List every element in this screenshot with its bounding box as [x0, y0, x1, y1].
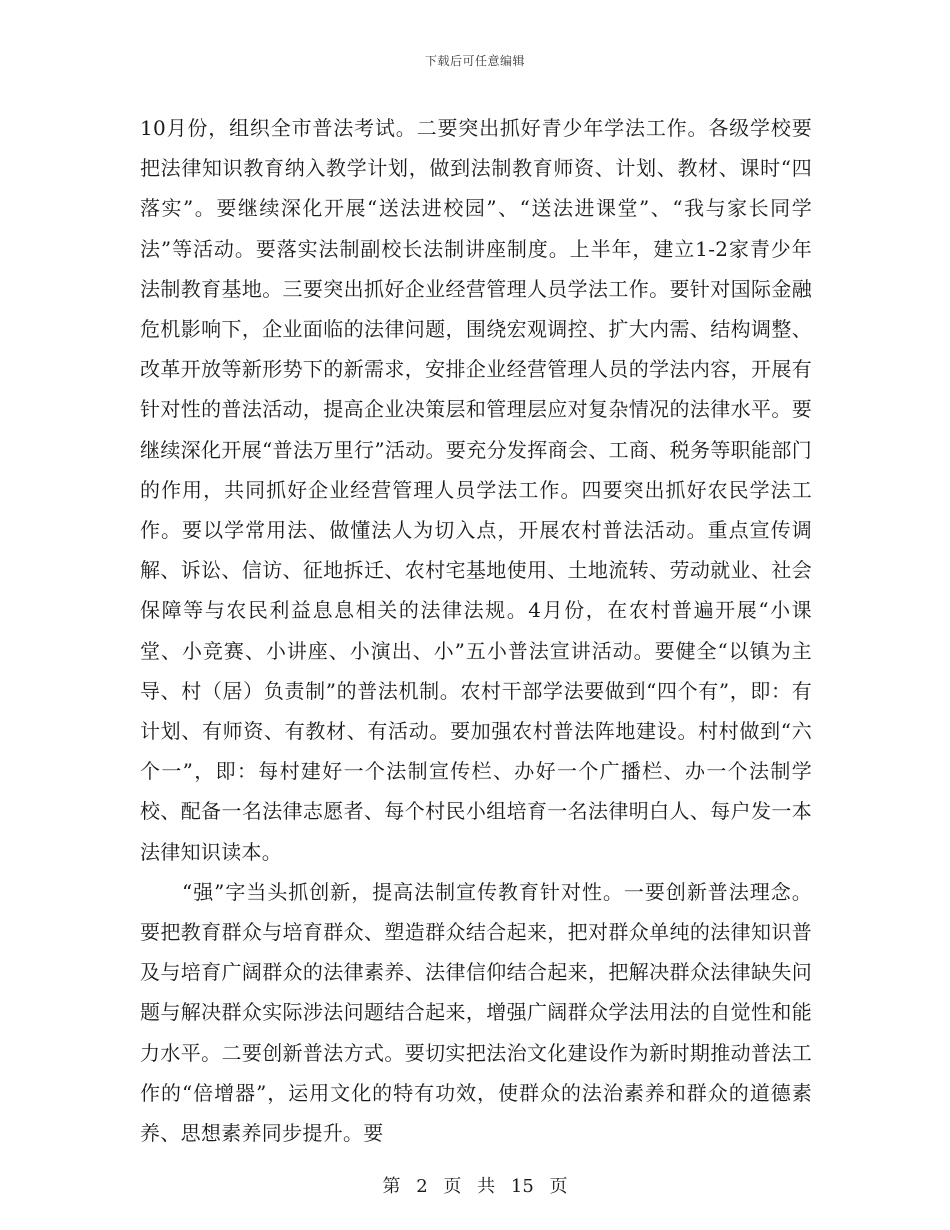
footer-page-number: 2	[416, 1176, 428, 1197]
page-footer	[0, 1172, 950, 1198]
footer-total-prefix: 共	[477, 1176, 496, 1197]
footer-page-suffix: 页	[549, 1176, 568, 1197]
footer-page-mid: 页	[443, 1176, 462, 1197]
page-header-note: 下载后可任意编辑	[424, 54, 525, 68]
footer-page-prefix: 第	[382, 1176, 401, 1197]
footer-total-pages: 15	[510, 1176, 534, 1197]
document-body	[140, 108, 812, 1153]
body-paragraph-2: “强”字当头抓创新，提高法制宣传教育针对性。一要创新普法理念。要把教育群众与培育群众、塑造群众结合起来，把对群众单纯的法律知识普及与培育广阔群众的法律素养、法律信仰结合起来，把解决群众法律缺失问题与解决群众实际涉法问题结合起来，增强广阔群众学法用法的自觉性和能力水平。二要创新普法方式。要切实把法治文化建设作为新时期推动普法工作的“倍增器”，运用文化的特有功效，使群众的法治素养和群众的道德素养、思想素养同步提升。要	[140, 879, 812, 1146]
body-paragraph-1: 10月份，组织全市普法考试。二要突出抓好青少年学法工作。各级学校要把法律知识教育纳入教学计划，做到法制教育师资、计划、教材、课时“四落实”。要继续深化开展“送法进校园”、“送法进课堂”、“我与家长同学法”等活动。要落实法制副校长法制讲座制度。上半年，建立1-2家青少年法制教育基地。三要突出抓好企业经营管理人员学法工作。要针对国际金融危机影响下，企业面临的法律问题，围绕宏观调控、扩大内需、结构调整、改革开放等新形势下的新需求，安排企业经营管理人员的学法内容，开展有针对性的普法活动，提高企业决策层和管理层应对复杂情况的法律水平。要继续深化开展“普法万里行”活动。要充分发挥商会、工商、税务等职能部门的作用，共同抓好企业经营管理人员学法工作。四要突出抓好农民学法工作。要以学常用法、做懂法人为切入点，开展农村普法活动。重点宣传调解、诉讼、信访、征地拆迁、农村宅基地使用、土地流转、劳动就业、社会保障等与农民利益息息相关的法律法规。4月份，在农村普遍开展“小课堂、小竞赛、小讲座、小演出、小”五小普法宣讲活动。要健全“以镇为主导、村（居）负责制”的普法机制。农村干部学法要做到“四个有”，即：有计划、有师资、有教材、有活动。要加强农村普法阵地建设。村村做到“六个一”，即：每村建好一个法制宣传栏、办好一个广播栏、办一个法制学校、配备一名法律志愿者、每个村民小组培育一名法律明白人、每户发一本法律知识读本。	[140, 116, 812, 864]
